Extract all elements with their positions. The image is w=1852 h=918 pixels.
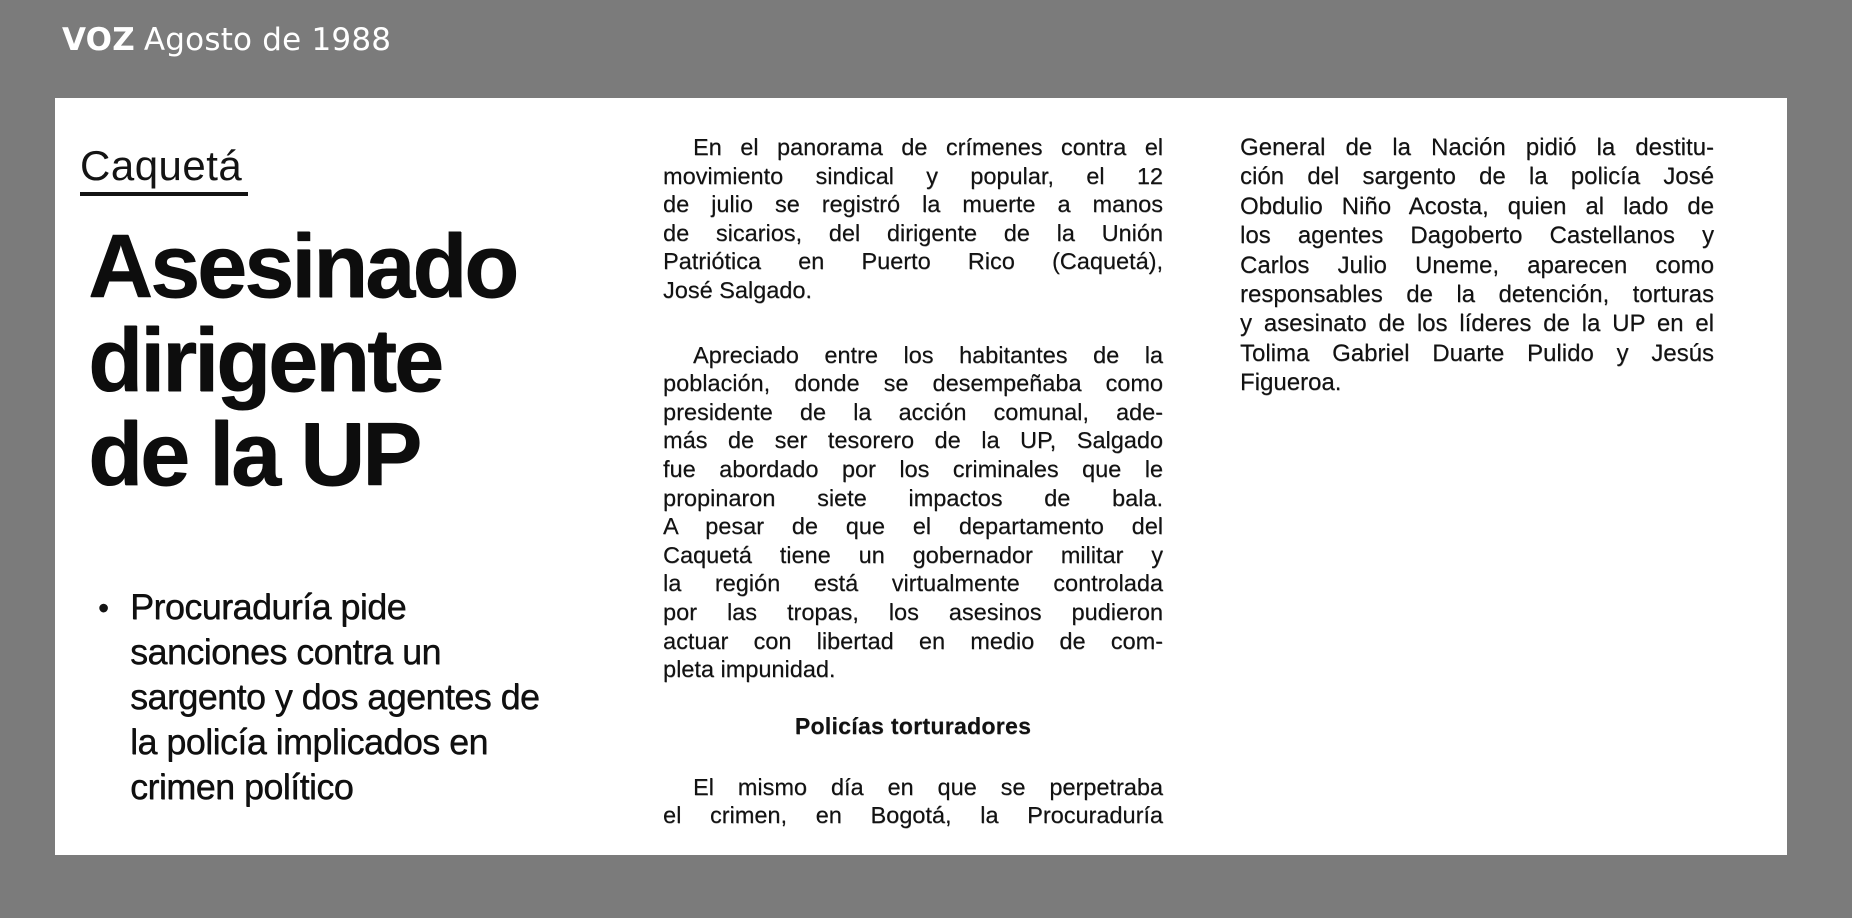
article-column-middle — [663, 133, 1163, 830]
text-line: propinaron siete impactos de bala. — [663, 484, 1163, 511]
text-line: Asesinado — [88, 217, 517, 317]
paragraph — [1240, 133, 1714, 398]
text-line: Apreciado entre los habitantes de la — [693, 341, 1163, 368]
text-line: la policía implicados en — [130, 721, 488, 762]
text-line: población, donde se desempeñaba como — [663, 370, 1163, 397]
text-line: Obdulio Niño Acosta, quien al lado de — [1240, 192, 1714, 220]
section-subhead: Policías torturadores — [794, 712, 1032, 739]
text-line: los agentes Dagoberto Castellanos y — [1240, 222, 1714, 250]
text-line: dirigente — [88, 311, 442, 411]
article-column-right — [1240, 133, 1714, 398]
text-line: pleta impunidad. — [663, 656, 836, 683]
text-line: En el panorama de crímenes contra el — [693, 134, 1163, 160]
text-line: por las tropas, los asesinos pudieron — [663, 598, 1163, 625]
masthead-brand: VOZ — [62, 22, 135, 58]
text-line: sargento y dos agentes de — [130, 676, 540, 717]
text-line: más de ser tesorero de la UP, Salgado — [663, 427, 1163, 454]
text-line: General de la Nación pidió la destitu- — [1240, 134, 1714, 161]
standfirst-wrap — [98, 584, 638, 809]
kicker-label: Caquetá — [80, 142, 248, 196]
paragraph — [663, 133, 1163, 305]
text-line: ción del sargento de la policía José — [1240, 163, 1714, 191]
text-line: Patriótica en Puerto Rico (Caquetá), — [663, 248, 1163, 275]
masthead — [62, 22, 391, 58]
text-line: y asesinato de los líderes de la UP en el — [1240, 310, 1714, 338]
masthead-date: Agosto de 1988 — [143, 22, 392, 58]
text-line: de julio se registró la muerte a manos — [663, 191, 1163, 218]
text-line: de sicarios, del dirigente de la Unión — [663, 219, 1163, 246]
text-line: Carlos Julio Uneme, aparecen como — [1240, 251, 1714, 279]
text-line: Tolima Gabriel Duarte Pulido y Jesús — [1240, 339, 1714, 367]
paragraph — [663, 341, 1163, 684]
text-line: presidente de la acción comunal, ade- — [663, 398, 1163, 425]
text-line: movimiento sindical y popular, el 12 — [663, 162, 1163, 189]
text-line: responsables de la detención, torturas — [1240, 281, 1714, 309]
text-line: Caquetá tiene un gobernador militar y — [663, 541, 1163, 568]
text-line: la región está virtualmente controlada — [663, 570, 1163, 597]
headline — [88, 217, 517, 505]
text-line: crimen político — [130, 766, 354, 807]
kicker — [80, 142, 248, 190]
text-line: Figueroa. — [1240, 369, 1342, 397]
text-line: A pesar de que el departamento del — [663, 513, 1163, 540]
paragraph — [663, 773, 1163, 830]
text-line: sanciones contra un — [130, 631, 441, 672]
text-line: actuar con libertad en medio de com- — [663, 627, 1163, 654]
text-line: Procuraduría pide — [130, 586, 406, 627]
newspaper-clipping — [55, 98, 1787, 855]
text-line: de la UP — [88, 405, 420, 505]
text-line: José Salgado. — [663, 276, 812, 303]
text-line: El mismo día en que se perpetraba — [693, 773, 1163, 800]
standfirst — [130, 584, 638, 809]
bullet-icon: • — [98, 590, 110, 626]
text-line: fue abordado por los criminales que le — [663, 455, 1163, 482]
text-line: el crimen, en Bogotá, la Procuraduría — [663, 802, 1163, 829]
